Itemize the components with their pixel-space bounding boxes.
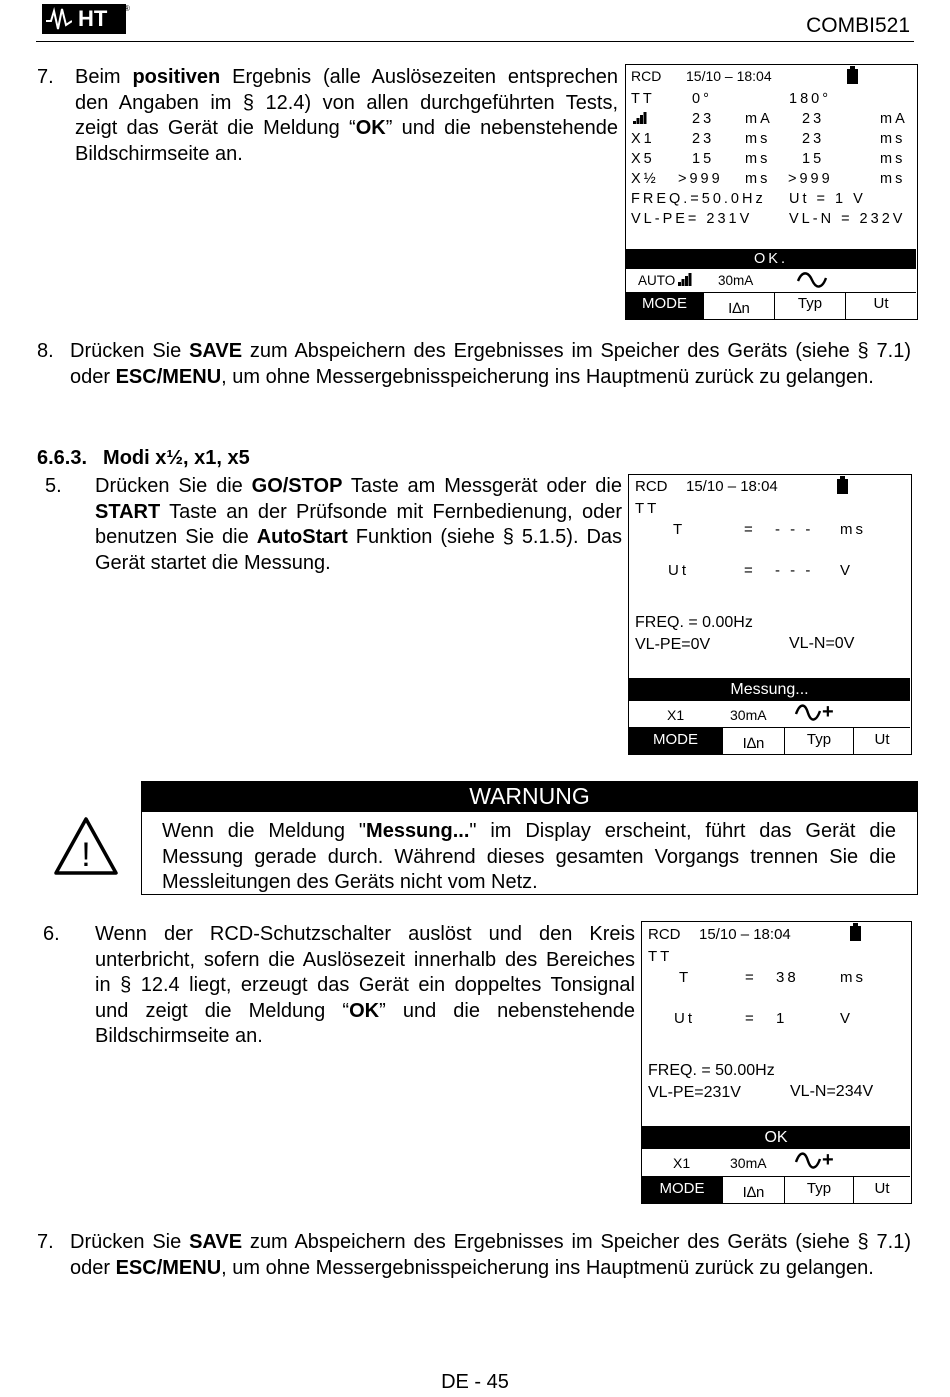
ramp-current-0: 23 (692, 111, 715, 127)
function-tabs (626, 292, 916, 319)
tab-typ[interactable]: Typ (785, 728, 854, 754)
screen-vln: VL-N = 232V (789, 211, 906, 227)
ut-eq: = (745, 1010, 757, 1027)
step-text: Beim positiven Ergebnis (alle Auslösezeiten entsprechen den Angaben im § 12.4) von allen durchgeführten Tests, zeigt das Gerät die Meldung “OK” und die nebenstehende Bildschirmseite an. (75, 66, 619, 165)
battery-icon (850, 926, 861, 941)
ht-wave-icon (46, 7, 72, 31)
mode-value: AUTO (638, 273, 676, 288)
t-label: T (673, 521, 686, 538)
tab-ut[interactable]: Ut (873, 295, 889, 312)
current-setting: 30mA (730, 1155, 767, 1171)
screen-vlpe: VL-PE=0V (635, 636, 711, 653)
section-heading: 6.6.3. Modi x½, x1, x5 (37, 447, 250, 469)
screen-rcd-label: RCD (648, 926, 681, 943)
ramp-icon (633, 112, 647, 124)
row-x5-label: X5 (631, 151, 655, 167)
status-bar: Messung... (629, 678, 910, 701)
row-xhalf-unit0: ms (745, 171, 771, 187)
logo-registered: ® (124, 4, 130, 13)
status-bar: OK. (626, 249, 916, 269)
tab-ut[interactable]: Ut (874, 1180, 890, 1197)
t-eq: = (744, 521, 756, 538)
current-setting: 30mA (730, 707, 767, 723)
sine-wave-icon (794, 704, 822, 721)
ramp-current-180: 23 (802, 111, 825, 127)
battery-icon (837, 479, 848, 494)
row-xhalf-val180: >999 (788, 171, 833, 187)
tab-typ[interactable]: Typ (775, 293, 846, 319)
row-x1-val180: 23 (802, 131, 825, 147)
tab-idn[interactable]: I∆n (723, 728, 785, 754)
model-name: COMBI521 (806, 14, 910, 37)
tab-mode[interactable]: MODE (626, 293, 704, 319)
step-text: Drücken Sie SAVE zum Abspeichern des Ergebnisses im Speicher des Geräts (siehe § 7.1) oder ESC/MENU, um ohne Messergebnisspeicherung ins Hauptmenü zurück zu gelangen. (70, 1231, 911, 1279)
t-eq: = (745, 969, 757, 986)
step-text: Drücken Sie SAVE zum Abspeichern des Ergebnisses im Speicher des Geräts (siehe § 7.1) oder ESC/MENU, um ohne Messergebnisspeicherung ins Hauptmenü zurück zu gelangen. (70, 340, 911, 388)
t-label: T (679, 969, 692, 986)
current-setting: 30mA (718, 273, 754, 288)
row-xhalf-val0: >999 (678, 171, 723, 187)
row-x1-val0: 23 (692, 131, 715, 147)
row-x5-val180: 15 (802, 151, 825, 167)
ut-value: 1 (776, 1010, 788, 1027)
ut-unit: V (840, 1010, 854, 1027)
screen-system: TT (631, 91, 655, 107)
t-unit: ms (840, 521, 866, 538)
function-tabs (642, 1176, 910, 1203)
t-value: - - - (775, 521, 814, 538)
instrument-screen-result (625, 64, 918, 320)
battery-icon (847, 69, 858, 84)
step-number: 5. (45, 475, 62, 497)
screen-vlpe: VL-PE=231V (648, 1084, 741, 1101)
screen-freq: FREQ.=50.0Hz (631, 191, 766, 207)
screen-freq: FREQ. = 50.00Hz (648, 1062, 775, 1079)
tab-typ[interactable]: Typ (785, 1177, 854, 1203)
ramp-unit-0: mA (745, 111, 773, 127)
tab-ut[interactable]: Ut (874, 731, 890, 748)
logo-text: HT (78, 6, 108, 31)
tab-idn[interactable]: I∆n (704, 293, 775, 319)
mode-value: X1 (667, 707, 685, 723)
t-value: 38 (776, 969, 799, 986)
screen-datetime: 15/10 – 18:04 (686, 68, 772, 84)
tab-idn[interactable]: I∆n (723, 1177, 785, 1203)
mode-value: X1 (673, 1155, 691, 1171)
svg-text:!: ! (81, 836, 91, 874)
brand-logo (42, 4, 126, 34)
screen-ut: Ut = 1 V (789, 191, 866, 207)
screen-freq: FREQ. = 0.00Hz (635, 614, 753, 631)
header-rule (36, 41, 914, 42)
step-number: 6. (43, 923, 60, 945)
row-x5-unit180: ms (880, 151, 906, 167)
screen-vlpe: VL-PE= 231V (631, 211, 753, 227)
instrument-screen-measuring (628, 474, 912, 755)
screen-datetime: 15/10 – 18:04 (699, 926, 791, 943)
instrument-screen-ok (641, 921, 912, 1204)
wave-plus-sign: + (822, 701, 834, 723)
row-xhalf-label: X½ (631, 171, 659, 187)
screen-datetime: 15/10 – 18:04 (686, 478, 778, 495)
status-bar: OK (642, 1126, 910, 1149)
step-text: Wenn der RCD-Schutzschalter auslöst und den Kreis unterbricht, sofern die Auslösezeit innerhalb des Bereiches in § 12.4 liegt, erzeugt das Gerät ein doppeltes Tonsignal und zeigt die Meldung “OK” und die nebenstehende Bildschirmseite an. (95, 923, 635, 1047)
wave-plus-sign: + (822, 1149, 834, 1171)
screen-vln: VL-N=0V (789, 635, 855, 652)
row-x1-label: X1 (631, 131, 655, 147)
ut-label: Ut (668, 562, 689, 579)
page-number: DE - 45 (441, 1371, 509, 1393)
sine-wave-icon (796, 272, 828, 288)
step-number: 8. (37, 340, 54, 362)
sine-wave-icon (794, 1152, 822, 1169)
step-text: Drücken Sie die GO/STOP Taste am Messgerät oder die START Taste an der Prüfsonde mit Fernbedienung, oder benutzen Sie die AutoStart Funktion (siehe § 5.1.5). Das Gerät startet die Messung. (95, 475, 623, 574)
row-x5-unit0: ms (745, 151, 771, 167)
ut-label: Ut (674, 1010, 695, 1027)
screen-phase-180: 180° (789, 91, 831, 107)
step-number: 7. (37, 1231, 54, 1253)
tab-mode[interactable]: MODE (642, 1177, 723, 1203)
screen-rcd-label: RCD (631, 68, 662, 84)
screen-phase-0: 0° (692, 91, 712, 107)
t-unit: ms (840, 969, 866, 986)
auto-ramp-icon (678, 273, 692, 286)
screen-system: TT (648, 948, 673, 965)
ut-value: - - - (775, 562, 814, 579)
row-x1-unit0: ms (745, 131, 771, 147)
warning-triangle-icon (53, 816, 119, 876)
tab-mode[interactable]: MODE (629, 728, 723, 754)
function-tabs (629, 727, 910, 754)
row-x5-val0: 15 (692, 151, 715, 167)
ut-eq: = (744, 562, 756, 579)
screen-vln: VL-N=234V (790, 1083, 874, 1100)
ut-unit: V (840, 562, 854, 579)
row-x1-unit180: ms (880, 131, 906, 147)
warning-title: WARNUNG (141, 781, 918, 812)
row-xhalf-unit180: ms (880, 171, 906, 187)
warning-text: Wenn die Meldung "Messung..." im Display erscheint, führt das Gerät die Messung gerade durch. Während dieses gesamten Vorgangs trennen Sie die Messleitungen des Geräts nicht vom Netz. (162, 820, 897, 893)
screen-system: TT (635, 500, 660, 517)
ramp-unit-180: mA (880, 111, 908, 127)
screen-rcd-label: RCD (635, 478, 668, 495)
step-number: 7. (37, 66, 54, 88)
